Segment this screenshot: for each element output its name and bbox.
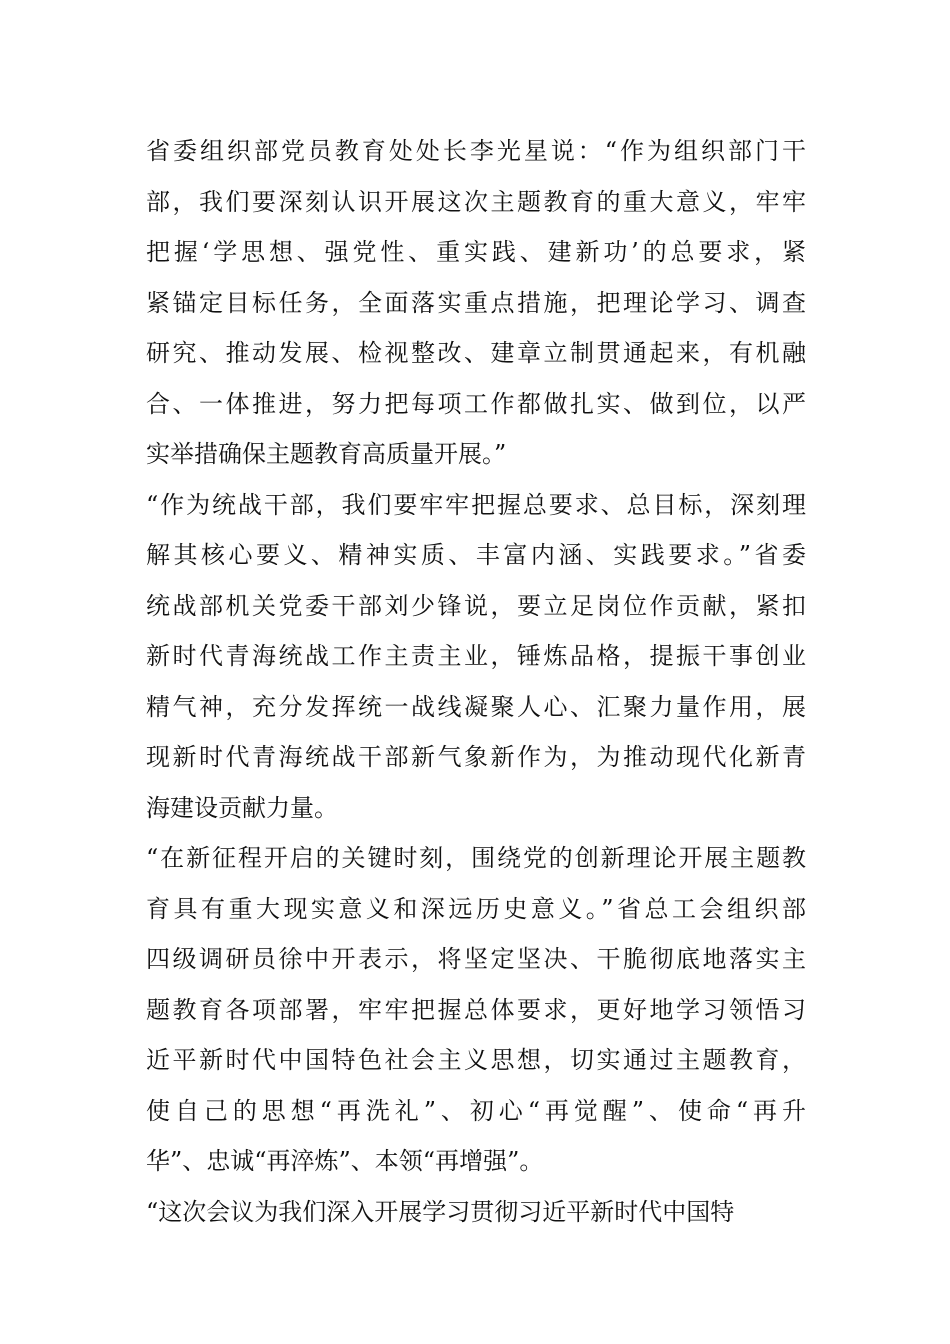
text-line: 海建设贡献力量。 xyxy=(146,793,338,822)
text-line: 解其核心要义、精神实质、丰富内涵、实践要求。”省委 xyxy=(146,541,806,569)
text-line: 省委组织部党员教育处处长李光星说：“作为组织部门干 xyxy=(146,137,806,165)
paragraph xyxy=(146,480,806,834)
text-line: 统战部机关党委干部刘少锋说，要立足岗位作贡献，紧扣 xyxy=(146,591,806,620)
paragraph xyxy=(146,1187,806,1238)
text-line: 紧锚定目标任务，全面落实重点措施，把理论学习、调查 xyxy=(146,288,806,317)
text-line: 合、一体推进，努力把每项工作都做扎实、做到位，以严 xyxy=(146,389,806,418)
text-line: 研究、推动发展、检视整改、建章立制贯通起来，有机融 xyxy=(146,339,806,367)
text-line: 实举措确保主题教育高质量开展。” xyxy=(146,440,507,468)
text-line: 使自己的思想“再洗礼”、初心“再觉醒”、使命“再升 xyxy=(146,1096,806,1125)
text-line: 近平新时代中国特色社会主义思想，切实通过主题教育， xyxy=(146,1046,806,1074)
text-line: 题教育各项部署，牢牢把握总体要求，更好地学习领悟习 xyxy=(146,995,806,1024)
text-line: 华”、忠诚“再淬炼”、本领“再增强”。 xyxy=(146,1147,544,1175)
text-line: 新时代青海统战工作主责主业，锤炼品格，提振干事创业 xyxy=(146,642,806,670)
article-body xyxy=(146,126,806,1237)
text-line: 精气神，充分发挥统一战线凝聚人心、汇聚力量作用，展 xyxy=(146,692,806,721)
text-line: 四级调研员徐中开表示，将坚定坚决、干脆彻底地落实主 xyxy=(146,945,806,973)
text-line: 现新时代青海统战干部新气象新作为，为推动现代化新青 xyxy=(146,743,806,771)
text-line: “作为统战干部，我们要牢牢把握总要求、总目标，深刻理 xyxy=(146,490,806,519)
text-line: 育具有重大现实意义和深远历史意义。”省总工会组织部 xyxy=(146,894,806,923)
paragraph xyxy=(146,126,806,480)
text-line: 把握‘学思想、强党性、重实践、建新功’的总要求，紧 xyxy=(146,238,806,266)
text-line: “在新征程开启的关键时刻，围绕党的创新理论开展主题教 xyxy=(146,844,806,872)
text-line: 部，我们要深刻认识开展这次主题教育的重大意义，牢牢 xyxy=(146,187,806,216)
paragraph xyxy=(146,833,806,1187)
text-line: “这次会议为我们深入开展学习贯彻习近平新时代中国特 xyxy=(146,1197,735,1226)
